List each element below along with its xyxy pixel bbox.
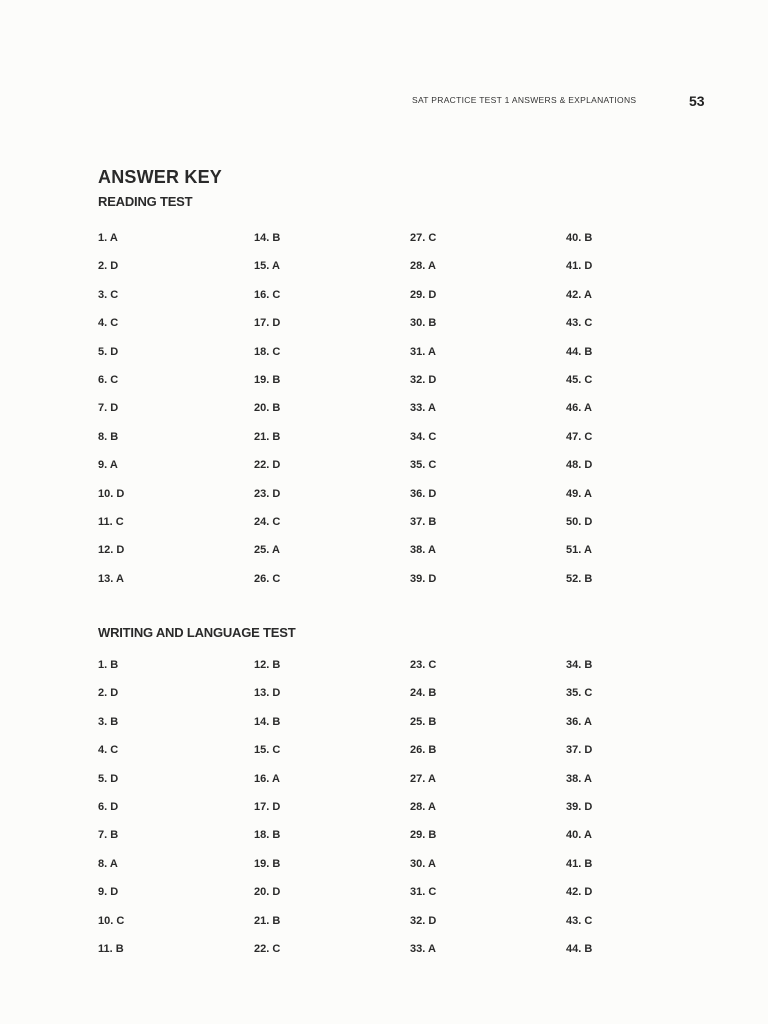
answer-item: 24. C [254,516,281,528]
answer-item: 13. D [254,687,281,700]
answer-item: 22. D [254,459,281,472]
answer-item: 5. D [98,772,119,785]
answer-item: 21. B [254,914,281,927]
answer-item: 41. B [566,857,593,870]
answer-item: 35. C [566,687,593,700]
running-head: SAT PRACTICE TEST 1 ANSWERS & EXPLANATIONS [412,95,637,105]
answer-item: 4. C [98,317,119,330]
answer-item: 14. B [254,232,281,244]
answer-item: 52. B [566,572,593,585]
answer-item: 3. B [98,715,119,728]
answer-item: 23. D [254,487,281,500]
answer-item: 2. D [98,260,119,273]
reading-test-heading: READING TEST [98,194,193,209]
answer-item: 46. A [566,402,592,415]
answer-item: 15. A [254,260,280,273]
answer-item: 37. B [410,516,437,528]
answer-item: 28. A [410,260,436,273]
answer-item: 5. D [98,345,119,358]
answer-item: 12. D [98,544,125,557]
answer-item: 47. C [566,430,593,443]
answer-item: 32. D [410,914,437,927]
answer-item: 36. D [410,487,437,500]
answer-item: 20. D [254,886,281,899]
answer-item: 44. B [566,345,593,358]
answer-item: 39. D [566,801,593,813]
answer-item: 37. D [566,744,593,757]
answer-item: 38. A [566,772,592,785]
answer-item: 51. A [566,544,592,557]
answer-item: 33. A [410,402,436,415]
answer-item: 44. B [566,943,593,955]
answer-item: 7. D [98,402,119,415]
answer-item: 17. D [254,317,281,330]
answer-item: 42. A [566,288,592,301]
answer-item: 12. B [254,659,281,671]
answer-item: 27. A [410,772,436,785]
answer-item: 31. A [410,345,436,358]
answer-item: 4. C [98,744,119,757]
answer-item: 36. A [566,715,592,728]
answer-item: 28. A [410,801,436,813]
answer-item: 2. D [98,687,119,700]
answer-item: 42. D [566,886,593,899]
answer-item: 19. B [254,374,281,386]
answer-item: 40. B [566,232,593,244]
answer-item: 19. B [254,857,281,870]
answer-item: 6. D [98,801,119,813]
answer-item: 18. C [254,345,281,358]
answer-item: 8. A [98,857,118,870]
answer-item: 29. B [410,829,437,842]
page-title: ANSWER KEY [98,167,223,187]
answer-item: 24. B [410,687,437,700]
answer-item: 31. C [410,886,437,899]
answer-item: 8. B [98,430,119,443]
answer-item: 23. C [410,659,437,671]
answer-item: 11. C [98,516,124,528]
writing-test-heading: WRITING AND LANGUAGE TEST [98,625,296,640]
answer-item: 1. B [98,659,119,671]
answer-item: 26. C [254,572,281,585]
answer-item: 25. B [410,715,437,728]
answer-item: 33. A [410,943,436,955]
answer-item: 48. D [566,459,593,472]
answer-item: 9. A [98,459,118,472]
page-number: 53 [689,93,705,109]
answer-item: 30. B [410,317,437,330]
answer-item: 11. B [98,943,124,955]
answer-item: 35. C [410,459,437,472]
answer-item: 16. C [254,288,281,301]
answer-item: 10. C [98,914,125,927]
answer-item: 27. C [410,232,437,244]
answer-item: 34. B [566,659,593,671]
answer-item: 18. B [254,829,281,842]
answer-item: 29. D [410,288,437,301]
answer-item: 16. A [254,772,280,785]
answer-item: 43. C [566,914,593,927]
answer-item: 43. C [566,317,593,330]
answer-item: 21. B [254,430,281,443]
answer-item: 49. A [566,487,592,500]
answer-item: 45. C [566,374,593,386]
answer-item: 9. D [98,886,119,899]
answer-item: 10. D [98,487,125,500]
answer-item: 40. A [566,829,592,842]
answer-item: 30. A [410,857,436,870]
answer-item: 50. D [566,516,593,528]
answer-item: 14. B [254,715,281,728]
answer-item: 7. B [98,829,119,842]
answer-item: 41. D [566,260,593,273]
answer-item: 17. D [254,801,281,813]
answer-item: 1. A [98,232,118,244]
answer-item: 22. C [254,943,281,955]
answer-item: 39. D [410,572,437,585]
answer-item: 13. A [98,572,124,585]
answer-item: 15. C [254,744,281,757]
answer-item: 38. A [410,544,436,557]
answer-item: 3. C [98,288,119,301]
answer-item: 26. B [410,744,437,757]
answer-item: 20. B [254,402,281,415]
answer-item: 34. C [410,430,437,443]
answer-item: 25. A [254,544,280,557]
answer-item: 32. D [410,374,437,386]
answer-item: 6. C [98,374,119,386]
